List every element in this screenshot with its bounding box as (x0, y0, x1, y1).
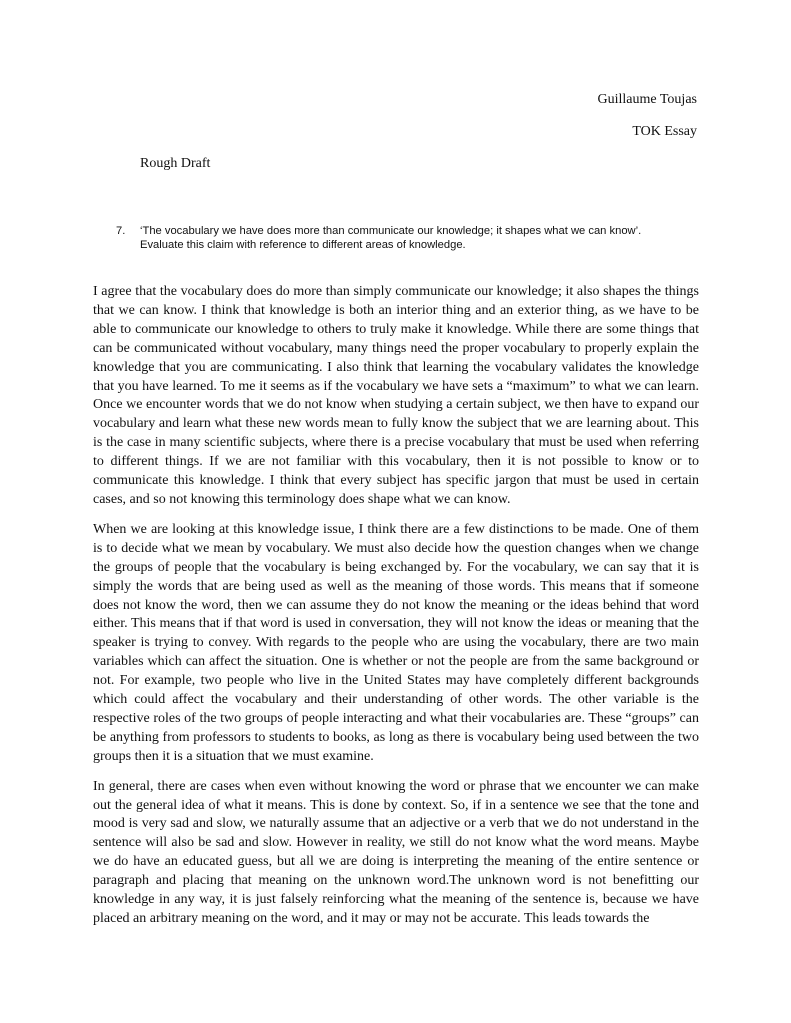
body-paragraph-3: In general, there are cases when even without knowing the word or phrase that we encounter we can make out the general idea of what it means. This is done by context. So, if in a sentence we see that the tone and mood is very sad and slow, we naturally assume that an adjective or a verb that we do not understand in the sentence will also be sad and slow. However in reality, we still do not know what the word means. Maybe we do have an educated guess, but all we are doing is interpreting the meaning of the entire sentence or paragraph and placing that meaning on the unknown word.The unknown word is not benefitting our knowledge in any way, it is just falsely reinforcing what the meaning of the sentence is, because we have placed an arbitrary meaning on the word, and it may or may not be accurate. This leads towards the (93, 778, 699, 926)
body-paragraph-2: When we are looking at this knowledge issue, I think there are a few distinctions to be made. One of them is to decide what we mean by vocabulary. We must also decide how the question changes when we change the groups of people that the vocabulary is being exchanged by. For the vocabulary, we can say that it is simply the words that are being used as well as the meaning of those words. This means that if someone does not know the word, then we can assume they do not know the meaning or the ideas behind that word either. This means that if that word is used in conversation, they will not know the ideas or meaning that the speaker is trying to convey. With regards to the people who are using the vocabulary, there are two main variables which can affect the situation. One is whether or not the people are from the same background or not. For example, two people who live in the United States may have completely different backgrounds which could affect the vocabulary and their understanding of other words. The other variable is the respective roles of the two groups of people interacting and what their vocabularies are. These “groups” can be anything from professors to students to books, as long as there is vocabulary being used between the two groups then it is a situation that we must examine. (93, 521, 699, 764)
essay-body (93, 283, 699, 940)
essay-type: TOK Essay (632, 124, 697, 139)
author-name: Guillaume Toujas (597, 92, 697, 107)
essay-prompt (116, 224, 706, 252)
prompt-number: 7. (116, 225, 126, 237)
prompt-line-1: ‘The vocabulary we have does more than communicate our knowledge; it shapes what we can know’. (140, 225, 642, 237)
body-paragraph-1: I agree that the vocabulary does do more than simply communicate our knowledge; it also shapes the things that we can know. I think that knowledge is both an interior thing and an exterior thing, as we have to be able to communicate our knowledge to others to truly make it knowledge. While there are some things that can be communicated without vocabulary, many things need the proper vocabulary to properly explain the knowledge that you are communicating. I also think that learning the vocabulary validates the knowledge that you have learned. To me it seems as if the vocabulary we have sets a “maximum” to what we can learn. Once we encounter words that we do not know when studying a certain subject, we then have to expand our vocabulary and learn what these new words mean to fully know the subject that we are learning about. This is the case in many scientific subjects, where there is a precise vocabulary that must be used when referring to different things. If we are not familiar with this vocabulary, then it is not possible to know or to communicate this knowledge. I think that every subject has specific jargon that must be used in certain cases, and so not knowing this terminology does shape what we can know. (93, 284, 699, 507)
prompt-line-2: Evaluate this claim with reference to different areas of knowledge. (140, 239, 466, 251)
prompt-text (140, 224, 706, 252)
draft-label: Rough Draft (140, 156, 211, 171)
